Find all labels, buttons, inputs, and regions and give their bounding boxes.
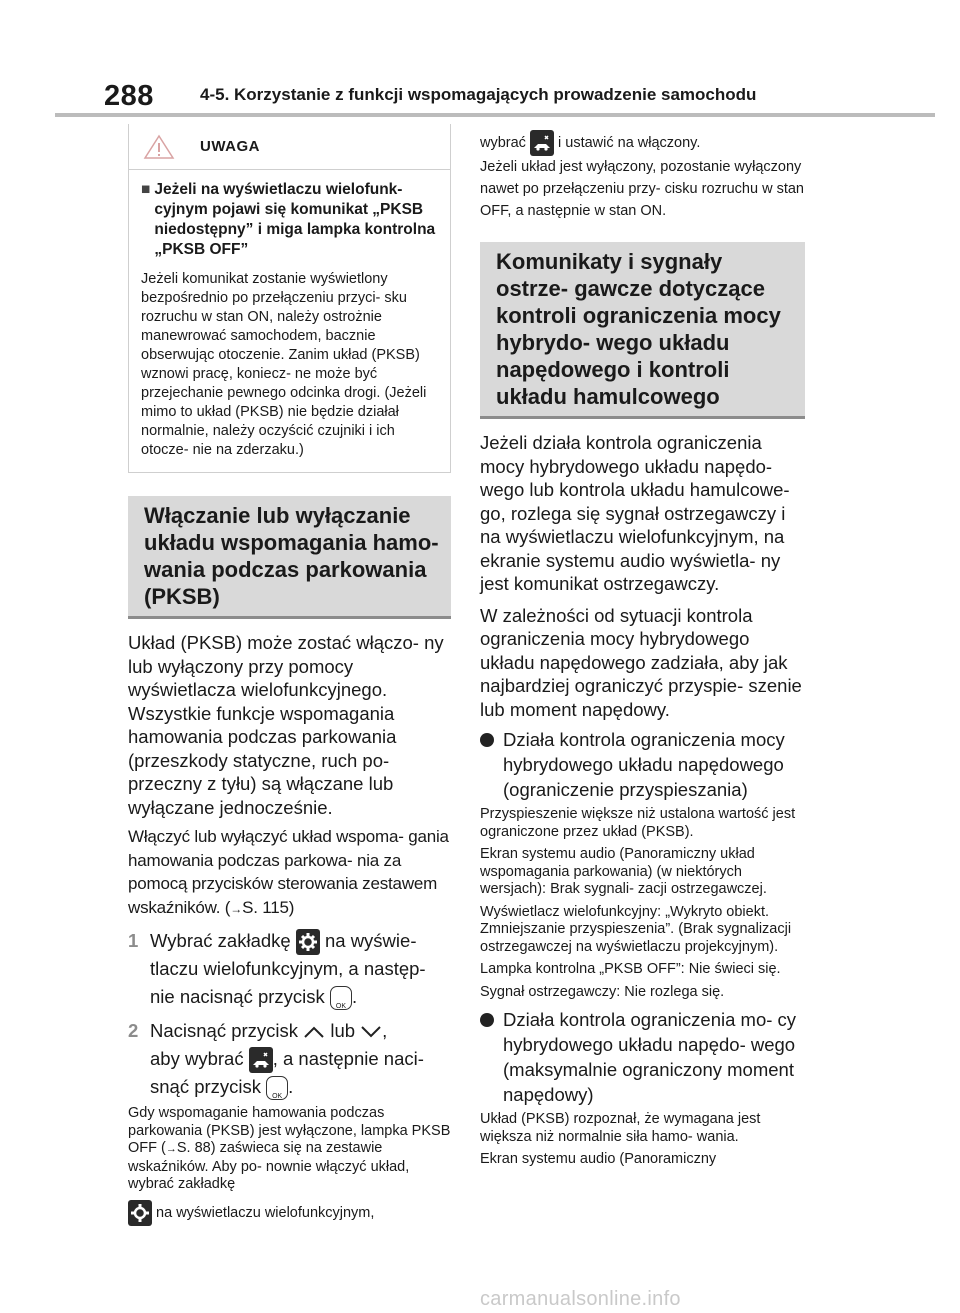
chevron-down-icon [360, 1025, 382, 1039]
gear-tab-icon [296, 929, 320, 955]
paragraph: Włączyć lub wyłączyć układ wspoma- gania hamowania podczas parkowa- nia za pomocą przycisków sterowania zestawem wskaźników. (→S. 115) [128, 827, 449, 917]
section-heading-pksb: Włączanie lub wyłączanie układu wspomagania hamo- wania podczas parkowania (PKSB) [128, 496, 451, 619]
right-column [480, 130, 805, 1169]
warning-text: Jeżeli komunikat zostanie wyświetlony bezpośrednio po przełączeniu przyci- sku rozruchu w stan ON, należy ostrożnie manewrować samochodem, bacznie obserwując otoczenie. Zanim układ (PKSB) wznowi pracę, koniecz- ne może być przejechanie pewnego odcinka drogi. (Jeżeli mimo to układ (PKSB) nie będzie działał normalnie, należy oczyścić czujniki i ich otocze- nie na zderzaku.) [141, 271, 427, 458]
bullet-dot-icon [480, 733, 494, 747]
step-1: 1 Wybrać zakładkę na wyświe- tlaczu wielofunkcyjnym, a następ- nie nacisnąć przycisk OK . [128, 930, 426, 1011]
step-2: 2 Nacisnąć przycisk lub , aby wybrać , a następnie naci- snąć przycisk OK . [128, 1020, 424, 1101]
note-text: wybrać i ustawić na włączony. [480, 130, 805, 156]
note-text: na wyświetlaczu wielofunkcyjnym, [128, 1200, 451, 1226]
watermark: carmanualsonline.info [480, 1288, 681, 1310]
header-rule [55, 113, 935, 117]
paragraph: Jeżeli działa kontrola ograniczenia mocy hybrydowego układu napędo- wego lub kontrola układu hamulcowe- go, rozlega się sygnał ostrzegawczy i na wyświetlaczu wielofunkcyjnym, na ekranie systemu audio wyświetla- ny jest komunikat ostrzegawczy. [480, 432, 790, 594]
ok-button-icon: OK [266, 1076, 288, 1100]
warning-label: UWAGA [200, 138, 260, 155]
warning-subtitle: ■ Jeżeli na wyświetlaczu wielofunk- cyjnym pojawi się komunikat „PKSB niedostępny” i miga lampka kontrolna „PKSB OFF” [141, 181, 436, 258]
page-number: 288 [104, 80, 154, 112]
arrow-ref-icon: → [165, 1143, 177, 1156]
bullet-dot-icon [480, 1013, 494, 1027]
note-text: Ekran systemu audio (Panoramiczny [480, 1151, 717, 1167]
section-title: 4-5. Korzystanie z funkcji wspomagających prowadzenie samochodu [200, 85, 757, 104]
note-text: Jeżeli układ jest wyłączony, pozostanie wyłączony nawet po przełączeniu przy- cisku rozruchu w stan OFF, a następnie w stan ON. [480, 159, 804, 219]
square-bullet-icon: ■ [141, 181, 151, 198]
page-header [0, 0, 960, 120]
note-text: Układ (PKSB) rozpoznał, że wymagana jest większa niż normalnie siła hamo- wania. [480, 1111, 761, 1145]
arrow-ref-icon: → [230, 901, 243, 916]
note-text: Przyspieszenie większe niż ustalona wartość jest ograniczone przez układ (PKSB). [480, 806, 796, 840]
bullet-item: Działa kontrola ograniczenia mocy hybrydowego układu napędowego (ograniczenie przyspieszania) [480, 727, 805, 802]
note-text: Lampka kontrolna „PKSB OFF”: Nie świeci się. [480, 961, 781, 977]
parking-brake-assist-icon [530, 130, 554, 156]
ok-button-icon: OK [330, 986, 352, 1010]
section-heading-warnings: Komunikaty i sygnały ostrze- gawcze dotyczące kontroli ograniczenia mocy hybrydo- wego układu napędowego i kontroli układu hamulcowego [480, 242, 805, 419]
note-text: Ekran systemu audio (Panoramiczny układ wspomagania parkowania) (w niektórych wersjach): Brak sygnali- zacji ostrzegawczej. [480, 846, 767, 897]
warning-header [129, 124, 450, 170]
note-text: Sygnał ostrzegawczy: Nie rozlega się. [480, 983, 725, 1000]
warning-box [128, 124, 451, 473]
note-text: Wyświetlacz wielofunkcyjny: „Wykryto obiekt. Zmniejszanie przyspieszenia”. (Brak sygnalizacji ostrzegawczej na wyświetlaczu projekcyjnym). [480, 903, 792, 955]
paragraph: W zależności od sytuacji kontrola ograniczenia mocy hybrydowego układu napędowego zadziała, aby jak najbardziej ograniczyć przyspie- szenie lub moment napędowy. [480, 604, 802, 720]
gear-tab-icon [128, 1200, 152, 1226]
note-text: Gdy wspomaganie hamowania podczas parkowania (PKSB) jest wyłączone, lampka PKSB OFF (→S. 88) zaświeca się na zestawie wskaźników. Aby po- nownie włączyć układ, wybrać zakładkę [128, 1105, 451, 1193]
chevron-up-icon [303, 1025, 325, 1039]
left-column [128, 124, 451, 1226]
paragraph: Układ (PKSB) może zostać włączo- ny lub wyłączony przy pomocy wyświetlacza wielofunkcyjnego. Wszystkie funkcje wspomagania hamowania podczas parkowania (przeszkody statyczne, ruch po- przeczny z tyłu) są włączane lub wyłączane jednocześnie. [128, 632, 444, 818]
warning-triangle-icon [143, 134, 175, 160]
bullet-item: Działa kontrola ograniczenia mo- cy hybrydowego układu napędo- wego (maksymalnie ograniczony moment napędowy) [480, 1007, 805, 1107]
parking-brake-assist-icon [249, 1047, 273, 1073]
